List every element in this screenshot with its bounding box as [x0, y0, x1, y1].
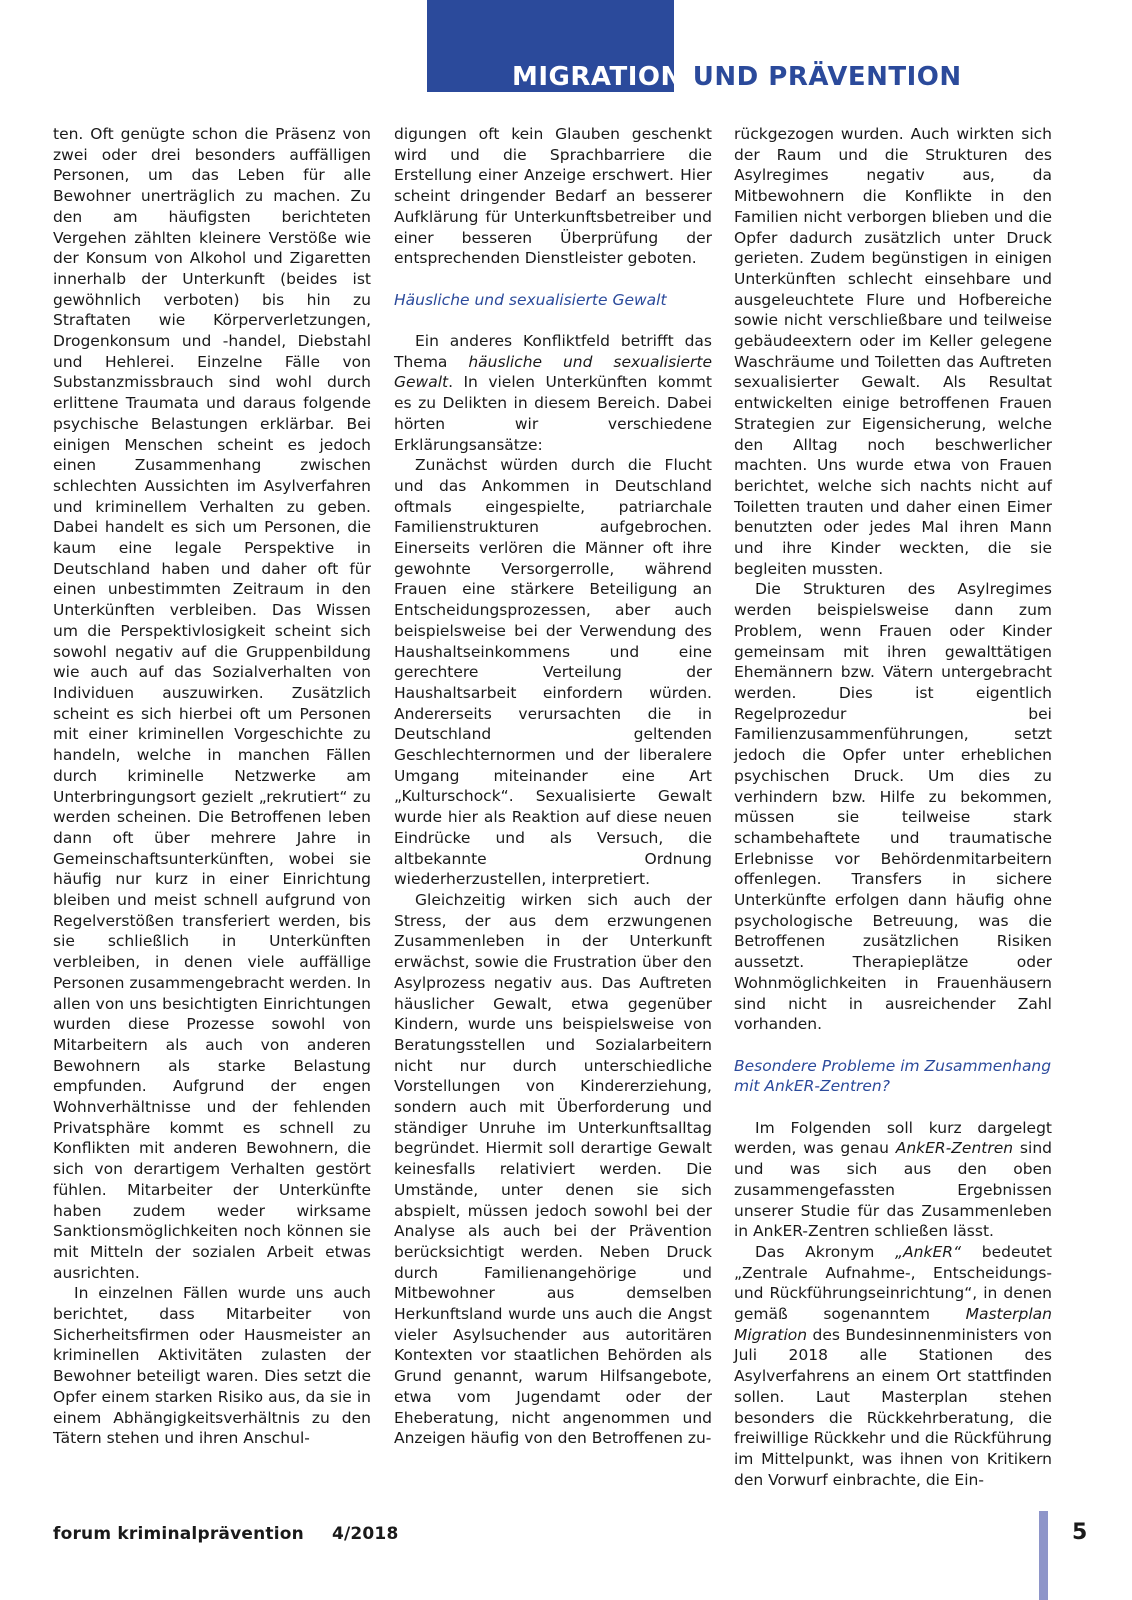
- paragraph: Das Akronym „AnkER“ bedeutet „Zentrale Aufnahme-, Entscheidungs- und Rückführungseinrichtung“, in denen gemäß sogenanntem Masterplan Migration des Bundesinnenministers von Juli 2018 alle Stationen des Asylverfahrens an einem Ort stattfinden sollen. Laut Masterplan stehen besonders die Rückkehrberatung, die freiwillige Rückkehr und die Rückführung im Mittelpunkt, was ihnen von Kritikern den Vorwurf einbrachte, die Ein-: [734, 1242, 1052, 1489]
- page-number: 5: [1072, 1520, 1088, 1545]
- section-title: [512, 62, 962, 92]
- paragraph: Ein anderes Konfliktfeld betrifft das Thema häusliche und sexualisierte Gewalt. In vielen Unterkünften kommt es zu Delikten in diesem Bereich. Dabei hörten wir verschiedene Erklärungsansätze:: [394, 332, 712, 454]
- footer-journal-info: [53, 1524, 399, 1544]
- section-title-word1: MIGRATION: [512, 62, 683, 92]
- paragraph: ten. Oft genügte schon die Präsenz von zwei oder drei besonders auffälligen Personen, um das Leben für alle Bewohner unerträglich zu machen. Zu den am häufigsten berichteten Vergehen zählten kleinere Verstöße wie der Konsum von Alkohol und Zigaretten innerhalb der Unterkunft (beides ist gewöhnlich verboten) bis hin zu Straftaten wie Körperverletzungen, Drogenkonsum und -handel, Diebstahl und Hehlerei. Einzelne Fälle von Substanzmissbrauch sind wohl durch erlittene Traumata und daraus folgende psychische Belastungen erklärbar. Bei einigen Menschen scheint es jedoch einen Zusammenhang zwischen schlechten Aussichten im Asylverfahren und kriminellem Verhalten zu geben. Dabei handelt es sich um Personen, die kaum eine legale Perspektive in Deutschland haben und daher oft für einen unbestimmten Zeitraum in den Unterkünften verbleiben. Das Wissen um die Perspektivlosigkeit scheint sich sowohl negativ auf die Gruppenbildung wie auch auf das Sozialverhalten von Individuen auszuwirken. Zusätzlich scheint es sich hierbei oft um Personen mit einer kriminellen Vorgeschichte zu handeln, welche in manchen Fällen durch kriminelle Netzwerke am Unterbringungsort gezielt „rekrutiert“ zu werden scheinen. Die Betroffenen leben dann oft über mehrere Jahre in Gemeinschaftsunterkünften, wobei sie häufig nur kurz in einer Einrichtung bleiben und meist schnell aufgrund von Regelverstößen transferiert werden, bis sie schließlich in Unterkünften verbleiben, in denen viele auffällige Personen zusammengebracht werden. In allen von uns besichtigten Einrichtungen wurden diese Prozesse sowohl von Mitarbeitern als auch von anderen Bewohnern als starke Belastung empfunden. Aufgrund der engen Wohnverhältnisse und der fehlenden Privatsphäre kommt es schnell zu Konflikten mit anderen Bewohnern, die sich von derartigem Verhalten gestört fühlen. Mitarbeiter der Unterkünfte haben zudem weder wirksame Sanktionsmöglichkeiten noch können sie mit Mitteln der sozialen Arbeit etwas ausrichten.: [53, 125, 371, 1282]
- paragraph: Zunächst würden durch die Flucht und das Ankommen in Deutschland oftmals eingespielte, patriarchale Familienstrukturen aufgebrochen. Einerseits verlören die Männer oft ihre gewohnte Versorgerrolle, während Frauen eine stärkere Beteiligung an Entscheidungsprozessen, aber auch beispielsweise bei der Verwendung des Haushaltseinkommens und eine gerechtere Verteilung der Haushaltsarbeit einfordern würden. Andererseits verursachten die in Deutschland geltenden Geschlechternormen und der liberalere Umgang miteinander eine Art „Kulturschock“. Sexualisierte Gewalt wurde hier als Reaktion auf diese neuen Eindrücke und als Versuch, die altbekannte Ordnung wiederherzustellen, interpretiert.: [394, 456, 712, 889]
- paragraph: rückgezogen wurden. Auch wirkten sich der Raum und die Strukturen des Asylregimes negativ aus, da Mitbewohnern die Konflikte in den Familien nicht verborgen blieben und die Opfer dadurch zusätzlich unter Druck gerieten. Zudem begünstigen in einigen Unterkünften schlecht einsehbare und ausgeleuchtete Flure und Hofbereiche sowie nicht verschließbare und teilweise gebäudeextern oder im Keller gelegene Waschräume und Toiletten das Auftreten sexualisierter Gewalt. Als Resultat entwickelten einige betroffenen Frauen Strategien zur Eigensicherung, welche den Alltag noch beschwerlicher machten. Uns wurde etwa von Frauen berichtet, welche sich nachts nicht auf Toiletten trauten und daher einen Eimer benutzten oder jedes Mal ihren Mann und ihre Kinder weckten, die sie begleiten mussten.: [734, 125, 1052, 578]
- section-title-word2: UND PRÄVENTION: [692, 62, 962, 92]
- paragraph: digungen oft kein Glauben geschenkt wird und die Sprachbarriere die Erstellung einer Anzeige erschwert. Hier scheint dringender Bedarf an besserer Aufklärung für Unterkunftsbetreiber und einer besseren Überprüfung der entsprechenden Dienstleister geboten.: [394, 125, 712, 268]
- paragraph: Gleichzeitig wirken sich auch der Stress, der aus dem erzwungenen Zusammenleben in der Unterkunft erwächst, sowie die Frustration über den Asylprozess negativ aus. Das Auftreten häuslicher Gewalt, etwa gegenüber Kindern, wurde uns beispielsweise von Beratungsstellen und Sozialarbeitern nicht nur durch unterschiedliche Vorstellungen von Kindererziehung, sondern auch mit Überforderung und ständiger Unruhe im Unterkunftsalltag begründet. Hiermit soll derartige Gewalt keinesfalls relativiert werden. Die Umstände, unter denen sie sich abspielt, müssen jedoch sowohl bei der Analyse als auch bei der Prävention berücksichtigt werden. Neben Druck durch Familienangehörige und Mitbewohner aus demselben Herkunftsland wurde uns auch die Angst vieler Asylsuchender aus autoritären Kontexten vor staatlichen Behörden als Grund genannt, warum Hilfsangebote, etwa vom Jugendamt oder der Eheberatung, nicht angenommen und Anzeigen häufig von den Betroffenen zu-: [394, 890, 712, 1448]
- paragraph: Im Folgenden soll kurz dargelegt werden, was genau AnkER-Zentren sind und was sich aus den oben zusammengefassten Ergebnissen unserer Studie für das Zusammenleben in AnkER-Zentren schließen lässt.: [734, 1118, 1052, 1241]
- section-heading: Besondere Probleme im Zusammenhang mit AnkER-Zentren?: [734, 1056, 1052, 1096]
- journal-name: forum kriminalprävention: [53, 1524, 304, 1544]
- text-column-1: [53, 124, 371, 1449]
- paragraph: In einzelnen Fällen wurde uns auch berichtet, dass Mitarbeiter von Sicherheitsfirmen oder Hausmeister an kriminellen Aktivitäten zulasten der Bewohner beteiligt waren. Dies setzt die Opfer einem starken Risiko aus, da sie in einem Abhängigkeitsverhältnis zu den Tätern stehen und ihren Anschul-: [53, 1284, 371, 1448]
- section-heading: Häusliche und sexualisierte Gewalt: [394, 290, 667, 309]
- text-column-2: [394, 124, 712, 1449]
- paragraph: Die Strukturen des Asylregimes werden beispielsweise dann zum Problem, wenn Frauen oder Kinder gemeinsam mit ihren gewalttätigen Ehemännern bzw. Vätern untergebracht werden. Dies ist eigentlich Regelprozedur bei Familienzusammenführungen, setzt jedoch die Opfer unter erheblichen psychischen Druck. Um dies zu verhindern bzw. Hilfe zu bekommen, müssen sie teilweise stark schambehaftete und traumatische Erlebnisse vor Behördenmitarbeitern offenlegen. Transfers in sichere Unterkünfte erfolgen dann häufig ohne psychologische Betreuung, was die Betroffenen zusätzlichen Risiken aussetzt. Therapieplätze oder Wohnmöglichkeiten in Frauenhäusern sind nicht in ausreichender Zahl vorhanden.: [734, 580, 1052, 1034]
- footer-accent-bar: [1039, 1511, 1048, 1600]
- text-column-3: [734, 124, 1052, 1490]
- issue-number: 4/2018: [331, 1524, 399, 1544]
